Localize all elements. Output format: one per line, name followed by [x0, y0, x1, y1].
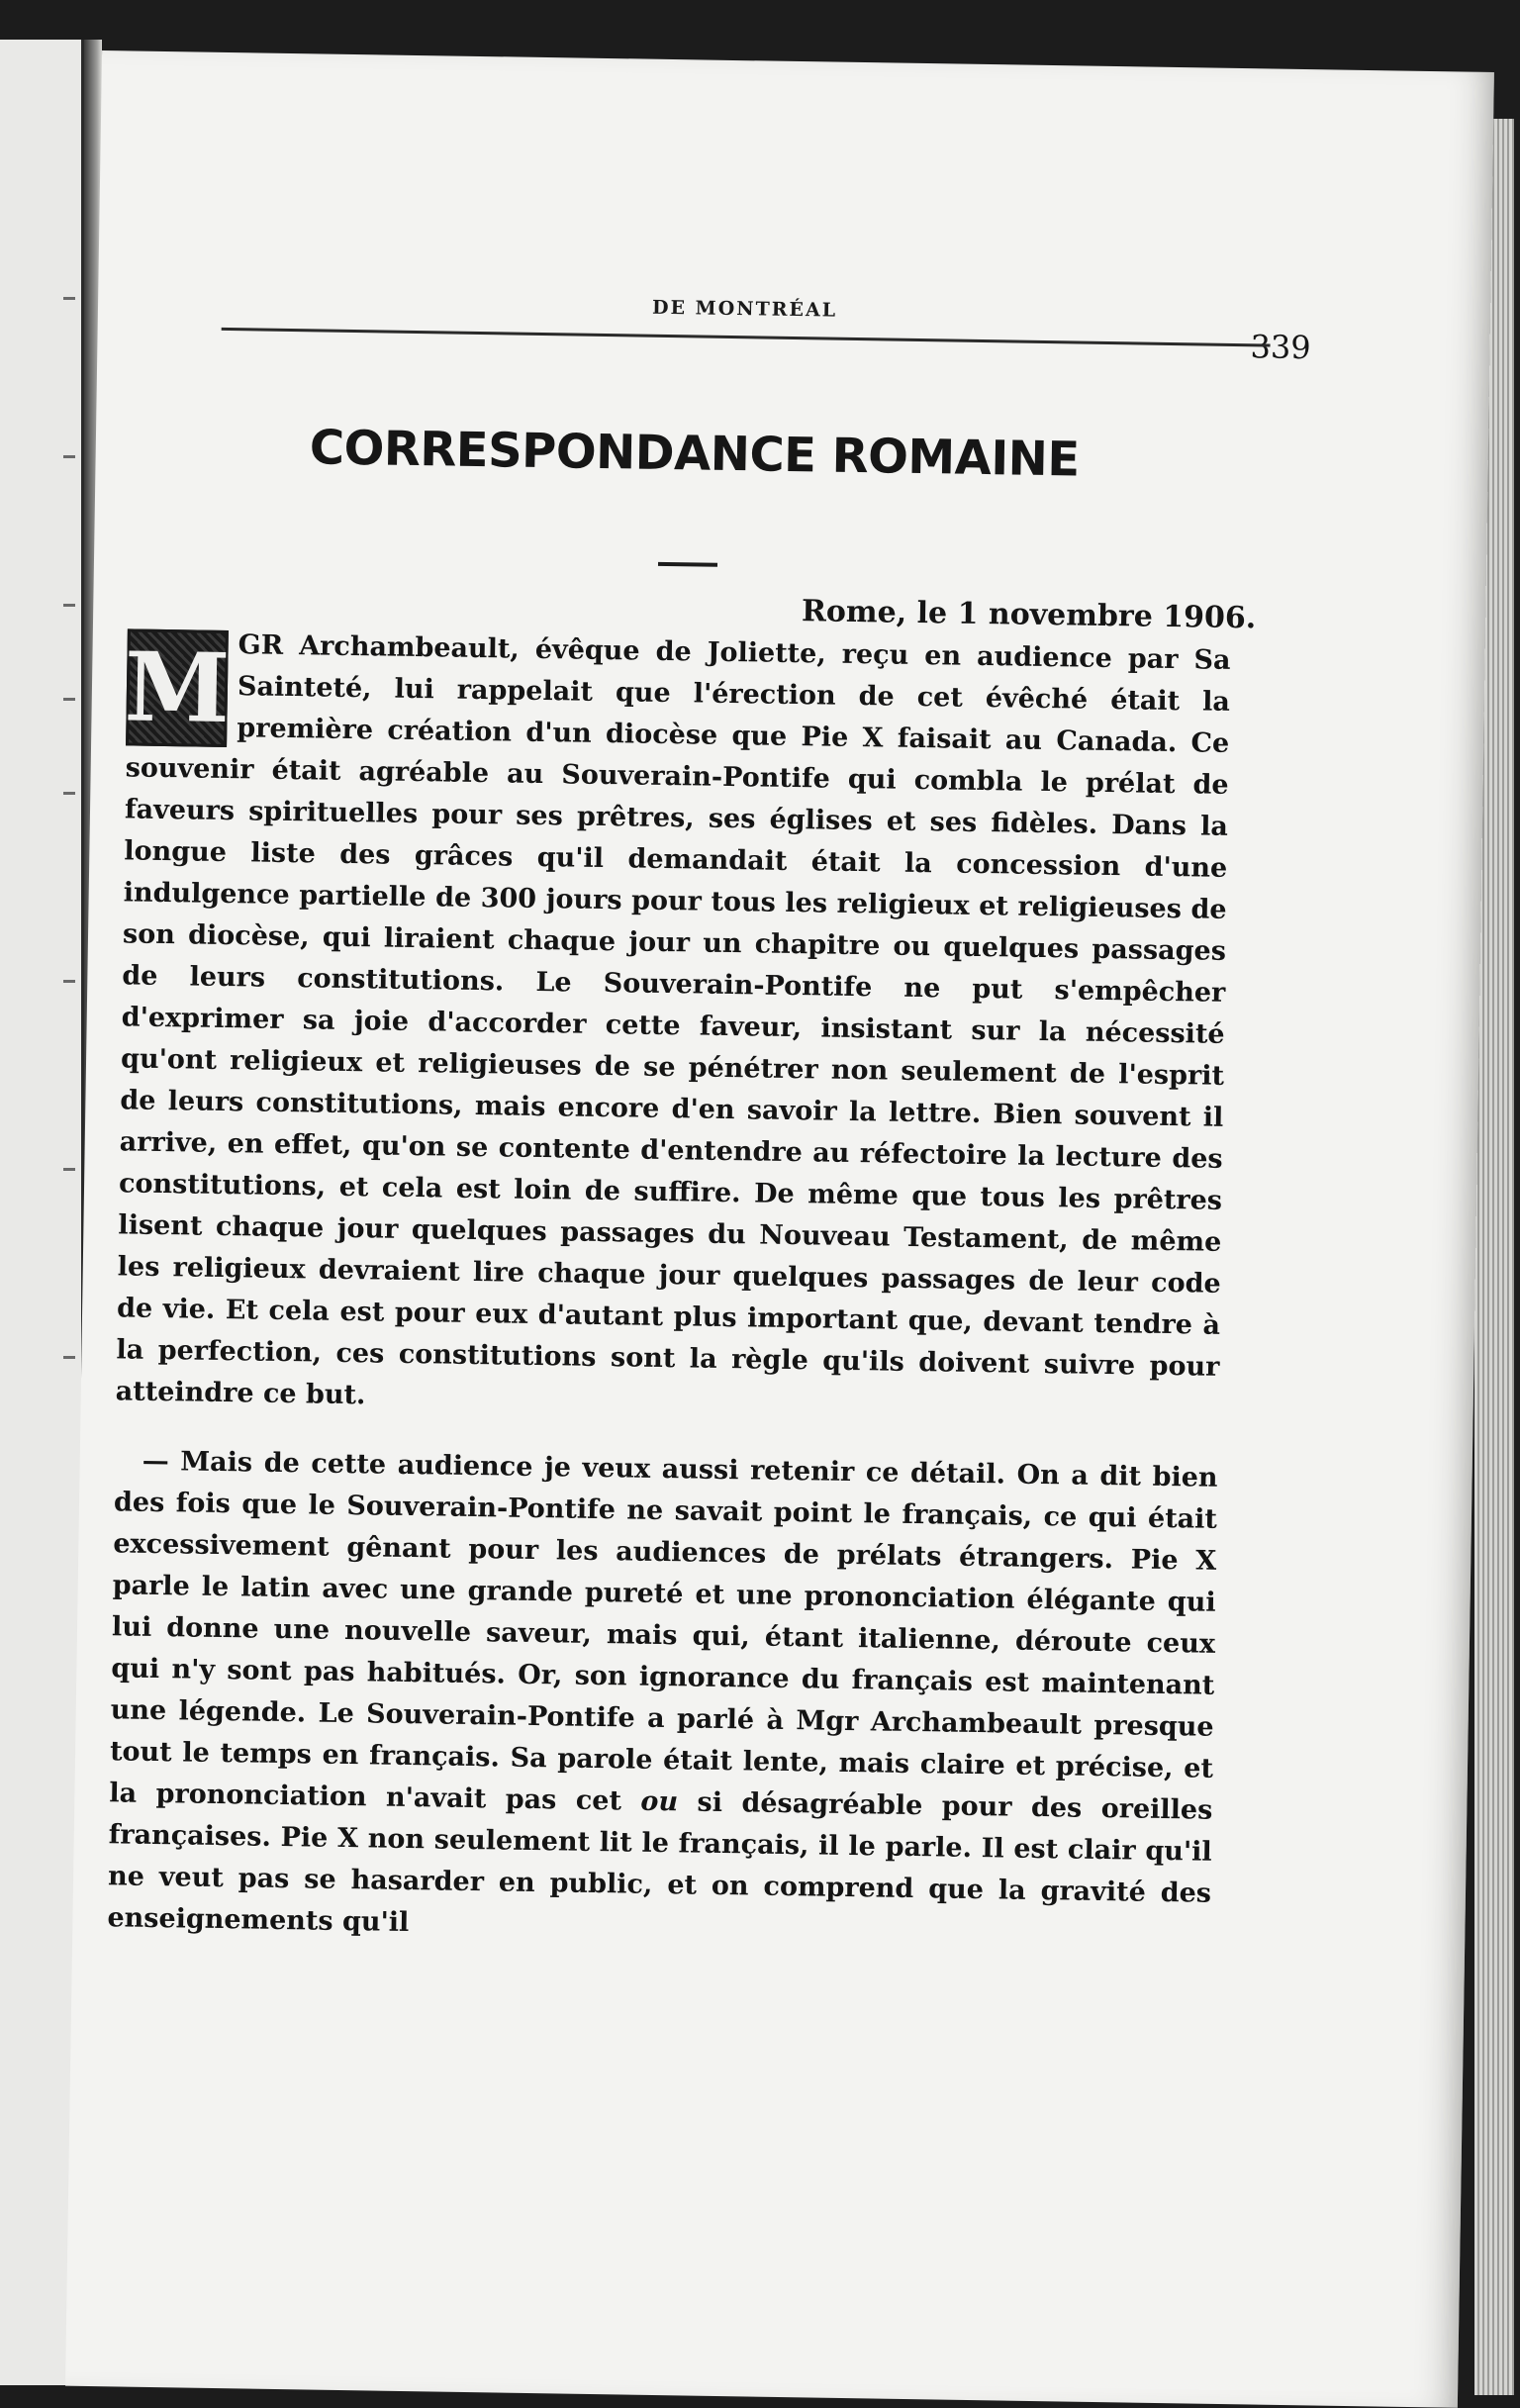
paragraph-2 [107, 1440, 1218, 1956]
article-title: CORRESPONDANCE ROMAINE [309, 420, 1081, 488]
dateline: Rome, le 1 novembre 1906. [801, 594, 1257, 636]
title-rule [658, 562, 717, 567]
paragraph-2-end: si désagréable pour des oreilles françaises. Pie X non seulement lit le français, il le parle. Il est clair qu'il ne veut pas se hasarder en public, et on comprend que la gravité des enseignements qu'il [107, 1786, 1213, 1939]
drop-cap-ornament [123, 628, 232, 747]
book-page [65, 50, 1494, 2408]
paragraph-1 [115, 623, 1230, 1429]
margin-mark [63, 980, 75, 983]
margin-mark [63, 455, 75, 458]
margin-mark [63, 792, 75, 795]
page-number: 339 [1250, 328, 1311, 367]
paragraph-1-text: GR Archambeault, évêque de Joliette, reçu en audience par Sa Sainteté, lui rappelait que l'érection de cet évêché était la première création d'un diocèse que Pie X faisait au Canada. Ce souvenir était agréable au Souverain-Pontife qui combla le prélat de faveurs spirituelles pour ses prêtres, ses églises et ses fidèles. Dans la longue liste des grâces qu'il demandait était la concession d'une indulgence partielle de 300 jours pour tous les religieux et religieuses de son diocèse, qui liraient chaque jour un chapitre ou quelques passages de leurs constitutions. Le Souverain-Pontife ne put s'empêcher d'exprimer sa joie d'accorder cette faveur, insistant sur la nécessité qu'ont religieux et religieuses de se pénétrer non seulement de l'esprit de leurs constitutions, mais encore d'en savoir la lettre. Bien souvent il arrive, en effet, qu'on se contente d'entendre au réfectoire la lecture des constitutions, et cela est loin de suffire. De même que tous les prêtres lisent chaque jour quelques passages du Nouveau Testament, de même les religieux devraient lire chaque jour quelques passages de leur code de vie. Et cela est pour eux d'autant plus important que, devant tendre à la perfection, ces constitutions sont la règle qu'ils doivent suivre pour atteindre ce but. [115, 629, 1231, 1411]
article-body [107, 623, 1231, 1956]
running-head: DE MONTRÉAL [651, 296, 838, 322]
italic-word: ou [640, 1785, 679, 1818]
margin-mark [63, 1168, 75, 1171]
header-rule [222, 328, 1271, 347]
margin-mark [63, 604, 75, 607]
margin-mark [63, 297, 75, 300]
paragraph-2-text: — Mais de cette audience je veux aussi retenir ce détail. On a dit bien des fois que le Souverain-Pontife ne savait point le français, ce qui était excessivement gênant pour les audiences de prélats étrangers. Pie X parle le latin avec une grande pureté et une prononciation élégante qui lui donne une nouvelle saveur, mais qui, étant italienne, déroute ceux qui n'y sont pas habitués. Or, son ignorance du français est maintenant une légende. Le Souverain-Pontife a parlé à Mgr Archambeault presque tout le temps en français. Sa parole était lente, mais claire et précise, et la prononciation n'avait pas cet [109, 1445, 1218, 1817]
margin-mark [63, 1356, 75, 1359]
margin-mark [63, 698, 75, 701]
drop-cap-letter: M [123, 630, 232, 745]
